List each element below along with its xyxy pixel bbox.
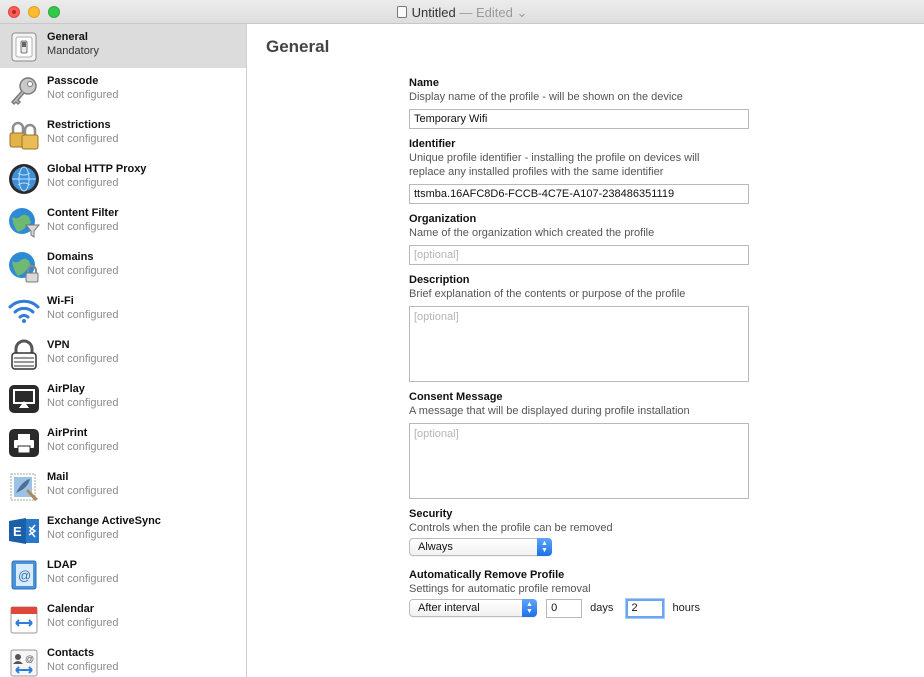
mail-stamp-icon [8,471,40,503]
organization-field[interactable] [409,245,749,265]
sidebar-item-content-filter[interactable] [0,200,246,244]
security-popup[interactable] [409,538,552,556]
sidebar-item-title: Contacts [47,647,95,659]
sidebar-item-title: Restrictions [47,119,111,131]
sidebar-item-status: Not configured [47,617,119,629]
auto-remove-label: Automatically Remove Profile [409,569,565,581]
svg-text:@: @ [18,568,32,583]
sidebar-item-title: Calendar [47,603,95,615]
consent-message-textarea[interactable] [409,423,749,499]
auto-remove-popup[interactable] [409,599,537,617]
sidebar-item-status: Not configured [47,441,119,453]
sidebar-item-status: Not configured [47,89,119,101]
sidebar-item-contacts[interactable] [0,640,246,677]
sidebar-item-wifi[interactable] [0,288,246,332]
sidebar-item-status: Not configured [47,265,119,277]
sidebar-item-title: AirPlay [47,383,85,395]
sidebar-item-domains[interactable] [0,244,246,288]
settings-pane [248,24,924,677]
sidebar-item-airprint[interactable] [0,420,246,464]
identifier-description-line2: replace any installed profiles with the same identifier [409,166,664,178]
name-label: Name [409,77,439,89]
days-field[interactable]: 0 [546,599,582,618]
payload-sidebar [0,24,247,677]
sidebar-item-exchange-activesync[interactable] [0,508,246,552]
window-title[interactable] [0,5,924,21]
sidebar-item-title: Mail [47,471,69,483]
sidebar-item-title: Wi-Fi [47,295,74,307]
description-description: Brief explanation of the contents or purpose of the profile [409,288,686,300]
sidebar-item-status: Not configured [47,661,119,673]
switch-icon [8,31,40,63]
sidebar-item-airplay[interactable] [0,376,246,420]
sidebar-item-title: Domains [47,251,94,263]
contacts-sync-icon [8,647,40,677]
sidebar-item-status: Not configured [47,397,119,409]
vpn-lock-icon [8,339,40,371]
consent-message-description: A message that will be displayed during profile installation [409,405,690,417]
wifi-icon [8,295,40,327]
sidebar-item-title: Exchange ActiveSync [47,515,161,527]
sidebar-item-title: VPN [47,339,70,351]
padlocks-icon [8,119,40,151]
organization-label: Organization [409,213,477,225]
ldap-book-icon [8,559,40,591]
domain-globe-icon [8,251,40,283]
organization-description: Name of the organization which created the profile [409,227,655,239]
document-icon [397,6,407,18]
window-title-text: Untitled [411,5,456,20]
airplay-icon [8,383,40,415]
key-icon [8,75,40,107]
sidebar-item-status: Not configured [47,573,119,585]
title-bar [0,0,924,24]
sidebar-item-status: Not configured [47,221,119,233]
sidebar-item-title: Global HTTP Proxy [47,163,147,175]
exchange-icon [8,515,40,547]
hours-unit-label: hours [672,602,701,614]
sidebar-item-restrictions[interactable] [0,112,246,156]
consent-message-label: Consent Message [409,391,503,403]
page-title: General [266,37,330,56]
auto-remove-description: Settings for automatic profile removal [409,583,591,595]
identifier-description-line1: Unique profile identifier - installing the profile on devices will [409,152,700,164]
popup-arrows-icon: ▲ ▼ [537,538,552,556]
sidebar-item-global-http-proxy[interactable] [0,156,246,200]
description-textarea[interactable] [409,306,749,382]
sidebar-item-title: Passcode [47,75,99,87]
sidebar-item-status: Not configured [47,177,119,189]
sidebar-item-general[interactable] [0,24,246,68]
name-description: Display name of the profile - will be shown on the device [409,91,683,103]
days-unit-label: days [590,602,614,614]
sidebar-item-status: Not configured [47,529,119,541]
sidebar-item-status: Mandatory [47,45,99,57]
calendar-sync-icon [8,603,40,635]
description-label: Description [409,274,470,286]
popup-arrows-icon: ▲ ▼ [522,599,537,617]
sidebar-item-status: Not configured [47,485,119,497]
security-label: Security [409,508,453,520]
sidebar-item-status: Not configured [47,353,119,365]
security-description: Controls when the profile can be removed [409,522,613,534]
identifier-field[interactable] [409,184,749,204]
sidebar-item-title: LDAP [47,559,77,571]
sidebar-item-status: Not configured [47,133,119,145]
sidebar-item-title: Content Filter [47,207,119,219]
sidebar-item-title: General [47,31,88,43]
svg-text:@: @ [25,654,35,664]
filter-globe-icon [8,207,40,239]
svg-text:E: E [13,524,22,539]
sidebar-item-title: AirPrint [47,427,88,439]
name-field[interactable] [409,109,749,129]
sidebar-item-vpn[interactable] [0,332,246,376]
sidebar-item-status: Not configured [47,309,119,321]
proxy-globe-icon [8,163,40,195]
auto-remove-popup-value: After interval [418,602,480,614]
sidebar-item-mail[interactable] [0,464,246,508]
security-popup-value: Always [418,541,453,553]
sidebar-item-ldap[interactable] [0,552,246,596]
sidebar-item-calendar[interactable] [0,596,246,640]
edited-status: — Edited ⌄ [459,5,528,20]
identifier-label: Identifier [409,138,456,150]
hours-field[interactable]: 2 [626,599,664,618]
sidebar-item-passcode[interactable] [0,68,246,112]
printer-icon [8,427,40,459]
